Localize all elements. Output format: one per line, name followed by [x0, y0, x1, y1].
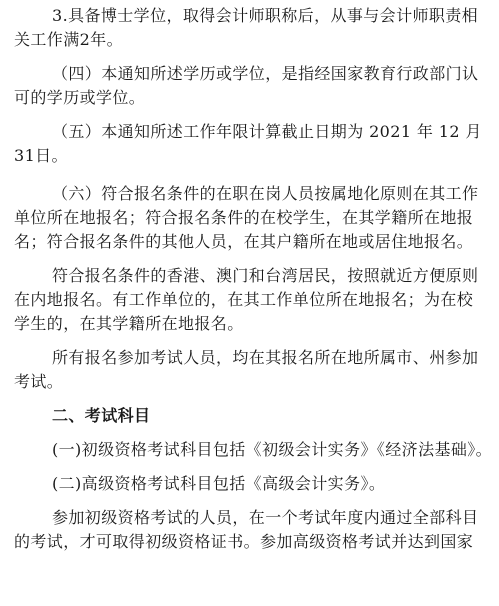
text-line: 所有报名参加考试人员，均在其报名所在地所属市、州参加: [52, 348, 479, 367]
text-line: （六）符合报名条件的在职在岗人员按属地化原则在其工作: [52, 184, 479, 203]
text-line: 31日。: [14, 146, 68, 165]
text-line: （四）本通知所述学历或学位，是指经国家教育行政部门认: [52, 64, 479, 83]
text-line: 符合报名条件的香港、澳门和台湾居民，按照就近方便原则: [52, 266, 479, 285]
text-line: 名；符合报名条件的其他人员，在其户籍所在地或居住地报名。: [14, 232, 474, 251]
text-line: 学生的，在其学籍所在地报名。: [14, 314, 244, 333]
text-line: 在内地报名。有工作单位的，在其工作单位所在地报名；为在校: [14, 290, 474, 309]
text-line: 关工作满2年。: [14, 30, 123, 49]
text-line: 考试。: [14, 372, 64, 391]
text-line: (一)初级资格考试科目包括《初级会计实务》《经济法基础》。: [52, 440, 493, 459]
text-line: 3.具备博士学位，取得会计师职称后，从事与会计师职责相: [52, 6, 479, 25]
text-line: 参加初级资格考试的人员，在一个考试年度内通过全部科目: [52, 508, 479, 527]
text-line: （五）本通知所述工作年限计算截止日期为 2021 年 12 月: [52, 122, 482, 141]
text-line: (二)高级资格考试科目包括《高级会计实务》。: [52, 474, 386, 493]
text-line: 单位所在地报名；符合报名条件的在校学生，在其学籍所在地报: [14, 208, 474, 227]
text-line: 可的学历或学位。: [14, 88, 146, 107]
document-page: [14, 4, 493, 554]
section-heading: 二、考试科目: [52, 406, 151, 425]
text-line: 的考试，才可取得初级资格证书。参加高级资格考试并达到国家: [14, 532, 474, 551]
